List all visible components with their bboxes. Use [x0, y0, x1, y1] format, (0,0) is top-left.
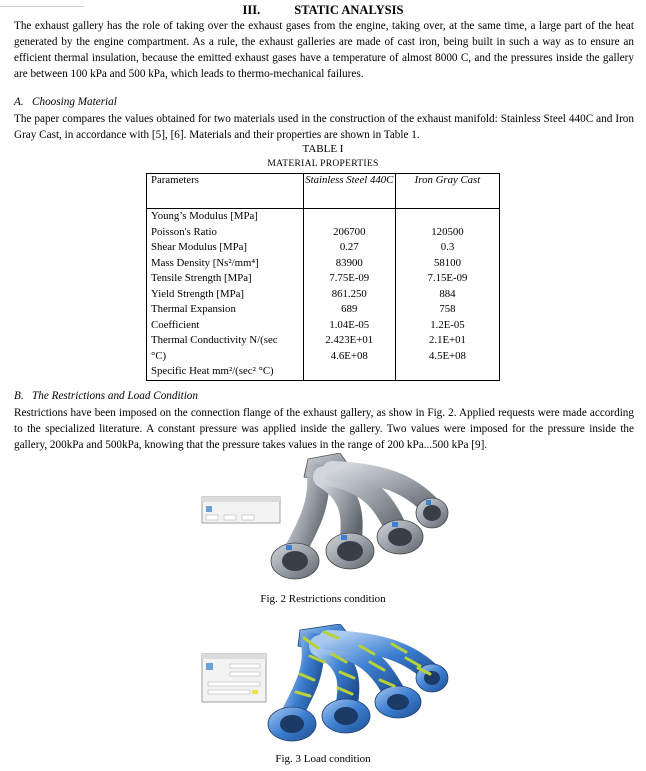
param-yield-strength: Yield Strength [MPa]: [151, 287, 244, 300]
subsection-b-heading: [14, 390, 198, 402]
iron-value: [396, 209, 499, 225]
subsection-b-label: B.: [14, 390, 24, 402]
steel-value: 83900: [335, 256, 363, 269]
table-caption: MATERIAL PROPERTIES: [267, 159, 379, 169]
param-mass-density: Mass Density [Ns²/mm⁴]: [151, 256, 259, 269]
param-poissons-ratio: Poisson's Ratio: [151, 225, 217, 238]
param-thermal-expansion: Thermal Expansion: [151, 303, 236, 315]
figure-3-load: [200, 624, 450, 748]
manifold-load-render: [200, 624, 450, 748]
intro-paragraph: The exhaust gallery has the role of taking over the exhaust gases from the engine, taking over, at the same time, a large part of the heat generated by the engine compartment. As a rule, the exhaust galleries are made of cast iron, being built in such a way as to ensure an efficient thermal insulation, because the emitted exhaust gases have a temperature of almost 8000 C, and the pressures inside the gallery are between 100 kPa and 500 kPa, which leads to thermo-mechanical failures.: [14, 20, 634, 80]
figure-3-caption: Fig. 3 Load condition: [275, 753, 371, 765]
param-coefficient: Coefficient: [151, 318, 200, 331]
header-parameters: Parameters: [147, 174, 304, 209]
steel-value: 0.27: [339, 241, 359, 253]
subsection-a-label: A.: [14, 96, 24, 108]
header-iron-gray-cast: Iron Gray Cast: [395, 174, 499, 209]
subsection-a-title: Choosing Material: [32, 96, 117, 108]
subsection-b-title: The Restrictions and Load Condition: [32, 390, 198, 402]
steel-value: 7.75E-09: [329, 272, 370, 284]
iron-value: 7.15E-09: [427, 272, 468, 284]
table-header-row: [147, 174, 500, 209]
material-properties-table: [146, 173, 500, 381]
steel-value: 1.04E-05: [329, 318, 370, 331]
param-tensile-strength: Tensile Strength [MPa]: [151, 272, 252, 284]
manifold-restrictions-render: [200, 453, 450, 591]
table-label: TABLE I: [302, 143, 344, 155]
param-specific-heat: Specific Heat mm²/(sec² °C): [151, 365, 274, 377]
steel-value: 206700: [333, 225, 366, 238]
iron-value: 758: [439, 303, 456, 315]
iron-value: 120500: [431, 225, 464, 238]
iron-value: 58100: [433, 256, 461, 269]
iron-gray-cast-column: [395, 209, 499, 381]
subsection-a-heading: [14, 96, 117, 108]
section-heading: [0, 3, 646, 18]
figure-2-restrictions: [200, 453, 450, 591]
choosing-material-paragraph: The paper compares the values obtained for two materials used in the construction of the exhaust manifold: Stainless Steel 440C and Iron Gray Cast, in accordance with [5], [6]. Materials and their properties are shown in Table 1.: [14, 113, 634, 141]
table-body-row: [147, 209, 500, 381]
steel-value: [304, 209, 395, 225]
iron-value: 1.2E-05: [430, 318, 465, 331]
iron-value: 0.3: [440, 241, 455, 253]
steel-value: 689: [341, 303, 358, 315]
section-number: III.: [242, 3, 261, 17]
param-thermal-conductivity: Thermal Conductivity N/(sec: [151, 334, 278, 346]
param-thermal-conductivity-unit: °C): [151, 349, 167, 362]
iron-value: 2.1E+01: [428, 334, 466, 346]
restrictions-paragraph: Restrictions have been imposed on the connection flange of the exhaust gallery, as show in Fig. 2. Applied requests were made according to the specialized literature. A constant pressure was applied inside the gallery. Two values were imposed for the pressure inside the gallery, 200kPa and 500kPa, knowing that the pressure takes values in the range of 200 kPa...500 kPa [9].: [14, 407, 634, 451]
steel-value: 4.6E+08: [330, 349, 368, 362]
iron-value: 884: [439, 287, 456, 300]
steel-value: 2.423E+01: [325, 334, 374, 346]
steel-value: [304, 364, 395, 380]
section-title: STATIC ANALYSIS: [294, 3, 404, 17]
parameters-column: [147, 209, 304, 381]
iron-value: [396, 364, 499, 380]
param-shear-modulus: Shear Modulus [MPa]: [151, 241, 247, 253]
iron-value: 4.5E+08: [428, 349, 466, 362]
figure-2-caption: Fig. 2 Restrictions condition: [260, 593, 386, 605]
stainless-steel-column: [303, 209, 395, 381]
header-stainless-steel: Stainless Steel 440C: [303, 174, 395, 209]
param-youngs-modulus: Young’s Modulus [MPa]: [151, 210, 258, 222]
steel-value: 861.250: [331, 287, 367, 300]
